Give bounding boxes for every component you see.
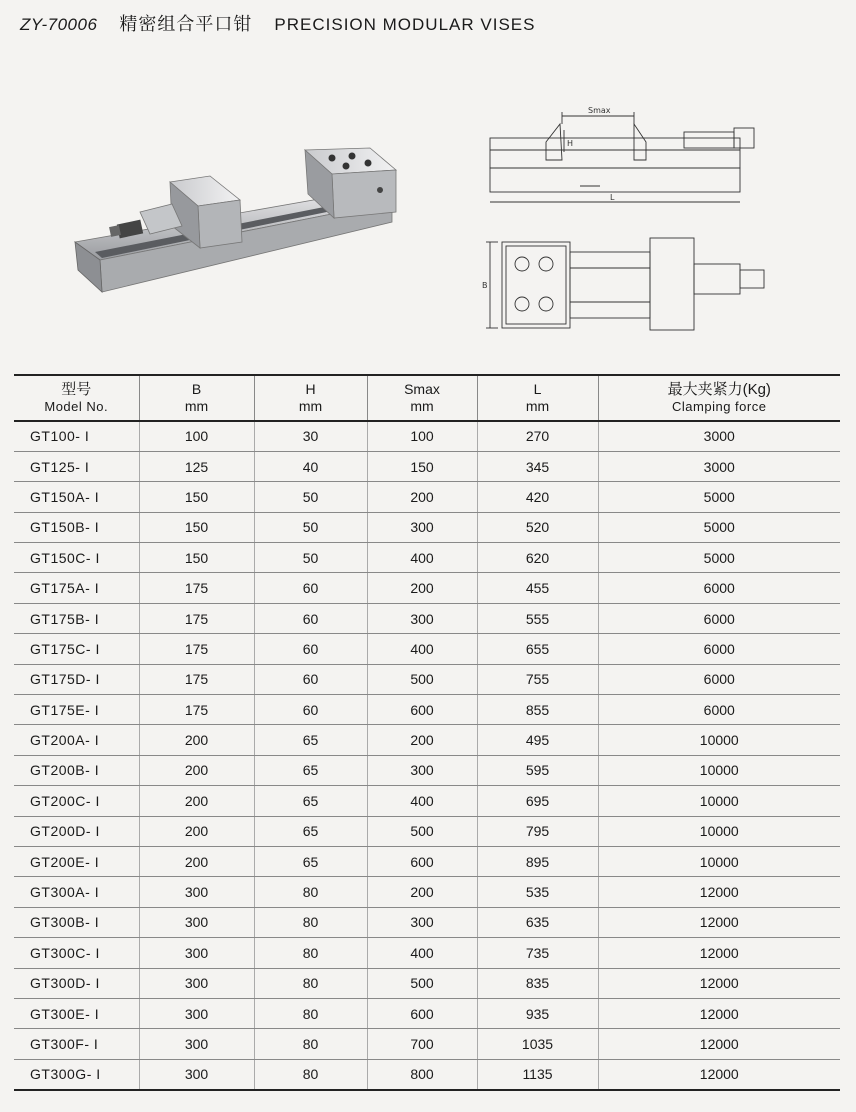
smax-cell: 100 bbox=[367, 421, 477, 451]
b-cell: 150 bbox=[139, 512, 254, 542]
table-row bbox=[14, 573, 840, 603]
clamping-force-cell: 12000 bbox=[598, 1059, 840, 1089]
h-cell: 80 bbox=[254, 877, 367, 907]
l-cell: 655 bbox=[477, 634, 598, 664]
model-cell: GT300B- I bbox=[14, 907, 139, 937]
clamping-force-cell: 6000 bbox=[598, 664, 840, 694]
model-cell: GT175A- I bbox=[14, 573, 139, 603]
smax-cell: 700 bbox=[367, 1029, 477, 1059]
h-cell: 65 bbox=[254, 786, 367, 816]
clamping-force-cell: 6000 bbox=[598, 573, 840, 603]
smax-cell: 400 bbox=[367, 543, 477, 573]
h-cell: 60 bbox=[254, 573, 367, 603]
clamping-force-cell: 10000 bbox=[598, 816, 840, 846]
l-cell: 420 bbox=[477, 482, 598, 512]
h-dim-label: H bbox=[567, 139, 574, 148]
clamping-force-cell: 12000 bbox=[598, 877, 840, 907]
l-cell: 620 bbox=[477, 543, 598, 573]
l-cell: 795 bbox=[477, 816, 598, 846]
l-cell: 755 bbox=[477, 664, 598, 694]
h-cell: 60 bbox=[254, 664, 367, 694]
table-row bbox=[14, 907, 840, 937]
model-cell: GT175E- I bbox=[14, 695, 139, 725]
h-cell: 80 bbox=[254, 1029, 367, 1059]
l-cell: 835 bbox=[477, 968, 598, 998]
table-row bbox=[14, 695, 840, 725]
table-row bbox=[14, 421, 840, 451]
clamping-force-cell: 5000 bbox=[598, 512, 840, 542]
smax-cell: 600 bbox=[367, 998, 477, 1028]
top-view-drawing bbox=[480, 234, 780, 334]
smax-cell: 300 bbox=[367, 755, 477, 785]
b-cell: 300 bbox=[139, 1029, 254, 1059]
b-cell: 200 bbox=[139, 755, 254, 785]
h-cell: 40 bbox=[254, 451, 367, 481]
smax-cell: 300 bbox=[367, 907, 477, 937]
catalog-code: ZY-70006 bbox=[20, 15, 98, 34]
l-cell: 635 bbox=[477, 907, 598, 937]
h-cell: 50 bbox=[254, 543, 367, 573]
h-cell: 80 bbox=[254, 968, 367, 998]
b-cell: 200 bbox=[139, 846, 254, 876]
smax-cell: 400 bbox=[367, 634, 477, 664]
model-cell: GT175D- I bbox=[14, 664, 139, 694]
l-cell: 535 bbox=[477, 877, 598, 907]
clamping-force-cell: 10000 bbox=[598, 786, 840, 816]
b-cell: 200 bbox=[139, 725, 254, 755]
clamping-force-cell: 5000 bbox=[598, 482, 840, 512]
b-cell: 200 bbox=[139, 816, 254, 846]
smax-cell: 300 bbox=[367, 512, 477, 542]
title-english: PRECISION MODULAR VISES bbox=[274, 15, 536, 34]
table-row bbox=[14, 1029, 840, 1059]
l-cell: 935 bbox=[477, 998, 598, 1028]
clamping-force-cell: 6000 bbox=[598, 634, 840, 664]
table-row bbox=[14, 968, 840, 998]
smax-cell: 600 bbox=[367, 695, 477, 725]
l-cell: 1135 bbox=[477, 1059, 598, 1089]
smax-cell: 200 bbox=[367, 725, 477, 755]
table-row bbox=[14, 1059, 840, 1089]
header-b: B mm bbox=[139, 375, 254, 421]
b-cell: 300 bbox=[139, 938, 254, 968]
model-cell: GT300E- I bbox=[14, 998, 139, 1028]
l-cell: 735 bbox=[477, 938, 598, 968]
h-cell: 65 bbox=[254, 816, 367, 846]
l-cell: 455 bbox=[477, 573, 598, 603]
h-cell: 65 bbox=[254, 846, 367, 876]
table-row bbox=[14, 725, 840, 755]
model-cell: GT300D- I bbox=[14, 968, 139, 998]
model-cell: GT150A- I bbox=[14, 482, 139, 512]
smax-cell: 500 bbox=[367, 816, 477, 846]
smax-cell: 400 bbox=[367, 786, 477, 816]
model-cell: GT200D- I bbox=[14, 816, 139, 846]
table-row bbox=[14, 543, 840, 573]
header-smax: Smax mm bbox=[367, 375, 477, 421]
b-cell: 100 bbox=[139, 421, 254, 451]
h-cell: 60 bbox=[254, 695, 367, 725]
model-cell: GT175B- I bbox=[14, 603, 139, 633]
clamping-force-cell: 12000 bbox=[598, 938, 840, 968]
b-cell: 175 bbox=[139, 573, 254, 603]
table-row bbox=[14, 664, 840, 694]
clamping-force-cell: 12000 bbox=[598, 907, 840, 937]
l-cell: 695 bbox=[477, 786, 598, 816]
table-body bbox=[14, 421, 840, 1090]
model-cell: GT200E- I bbox=[14, 846, 139, 876]
clamping-force-cell: 3000 bbox=[598, 421, 840, 451]
b-cell: 175 bbox=[139, 695, 254, 725]
l-cell: 345 bbox=[477, 451, 598, 481]
table-row bbox=[14, 998, 840, 1028]
table-row bbox=[14, 846, 840, 876]
l-cell: 555 bbox=[477, 603, 598, 633]
table-row bbox=[14, 451, 840, 481]
l-cell: 855 bbox=[477, 695, 598, 725]
b-dim-label: B bbox=[482, 281, 488, 290]
b-cell: 175 bbox=[139, 634, 254, 664]
l-cell: 520 bbox=[477, 512, 598, 542]
table-header-row bbox=[14, 375, 840, 421]
b-cell: 300 bbox=[139, 968, 254, 998]
clamping-force-cell: 3000 bbox=[598, 451, 840, 481]
smax-cell: 800 bbox=[367, 1059, 477, 1089]
table-row bbox=[14, 755, 840, 785]
header-l: L mm bbox=[477, 375, 598, 421]
model-cell: GT200B- I bbox=[14, 755, 139, 785]
model-cell: GT200C- I bbox=[14, 786, 139, 816]
catalog-header bbox=[20, 10, 535, 36]
h-cell: 50 bbox=[254, 512, 367, 542]
clamping-force-cell: 6000 bbox=[598, 695, 840, 725]
model-cell: GT300G- I bbox=[14, 1059, 139, 1089]
header-model: 型号 Model No. bbox=[14, 375, 139, 421]
clamping-force-cell: 6000 bbox=[598, 603, 840, 633]
table-row bbox=[14, 877, 840, 907]
smax-cell: 400 bbox=[367, 938, 477, 968]
table-row bbox=[14, 512, 840, 542]
h-cell: 65 bbox=[254, 755, 367, 785]
smax-cell: 300 bbox=[367, 603, 477, 633]
smax-cell: 150 bbox=[367, 451, 477, 481]
model-cell: GT300C- I bbox=[14, 938, 139, 968]
clamping-force-cell: 10000 bbox=[598, 755, 840, 785]
l-cell: 1035 bbox=[477, 1029, 598, 1059]
model-cell: GT150C- I bbox=[14, 543, 139, 573]
l-cell: 495 bbox=[477, 725, 598, 755]
model-cell: GT150B- I bbox=[14, 512, 139, 542]
h-cell: 80 bbox=[254, 907, 367, 937]
model-cell: GT125- I bbox=[14, 451, 139, 481]
side-view-drawing bbox=[484, 102, 774, 214]
table-row bbox=[14, 938, 840, 968]
model-cell: GT175C- I bbox=[14, 634, 139, 664]
spec-table bbox=[14, 374, 840, 1091]
l-cell: 895 bbox=[477, 846, 598, 876]
h-cell: 30 bbox=[254, 421, 367, 451]
table-row bbox=[14, 816, 840, 846]
smax-cell: 200 bbox=[367, 482, 477, 512]
smax-cell: 600 bbox=[367, 846, 477, 876]
clamping-force-cell: 5000 bbox=[598, 543, 840, 573]
header-h: H mm bbox=[254, 375, 367, 421]
clamping-force-cell: 10000 bbox=[598, 725, 840, 755]
smax-cell: 500 bbox=[367, 968, 477, 998]
clamping-force-cell: 12000 bbox=[598, 998, 840, 1028]
clamping-force-cell: 10000 bbox=[598, 846, 840, 876]
smax-cell: 200 bbox=[367, 877, 477, 907]
h-cell: 80 bbox=[254, 938, 367, 968]
b-cell: 125 bbox=[139, 451, 254, 481]
h-cell: 65 bbox=[254, 725, 367, 755]
model-cell: GT300A- I bbox=[14, 877, 139, 907]
h-cell: 50 bbox=[254, 482, 367, 512]
b-cell: 300 bbox=[139, 877, 254, 907]
b-cell: 300 bbox=[139, 998, 254, 1028]
table-row bbox=[14, 603, 840, 633]
b-cell: 175 bbox=[139, 603, 254, 633]
h-cell: 80 bbox=[254, 998, 367, 1028]
model-cell: GT100- I bbox=[14, 421, 139, 451]
model-cell: GT200A- I bbox=[14, 725, 139, 755]
smax-dim-label: Smax bbox=[588, 106, 611, 115]
h-cell: 80 bbox=[254, 1059, 367, 1089]
header-clamping-force: 最大夹紧力(Kg) Clamping force bbox=[598, 375, 840, 421]
b-cell: 150 bbox=[139, 543, 254, 573]
b-cell: 300 bbox=[139, 1059, 254, 1089]
vise-product-photo bbox=[70, 130, 410, 310]
clamping-force-cell: 12000 bbox=[598, 968, 840, 998]
h-cell: 60 bbox=[254, 603, 367, 633]
clamping-force-cell: 12000 bbox=[598, 1029, 840, 1059]
title-chinese: 精密组合平口钳 bbox=[119, 14, 253, 34]
h-cell: 60 bbox=[254, 634, 367, 664]
b-cell: 200 bbox=[139, 786, 254, 816]
b-cell: 150 bbox=[139, 482, 254, 512]
model-cell: GT300F- I bbox=[14, 1029, 139, 1059]
l-dim-label: L bbox=[610, 193, 615, 202]
b-cell: 300 bbox=[139, 907, 254, 937]
table-row bbox=[14, 786, 840, 816]
l-cell: 270 bbox=[477, 421, 598, 451]
b-cell: 175 bbox=[139, 664, 254, 694]
table-row bbox=[14, 634, 840, 664]
table-row bbox=[14, 482, 840, 512]
smax-cell: 500 bbox=[367, 664, 477, 694]
l-cell: 595 bbox=[477, 755, 598, 785]
smax-cell: 200 bbox=[367, 573, 477, 603]
